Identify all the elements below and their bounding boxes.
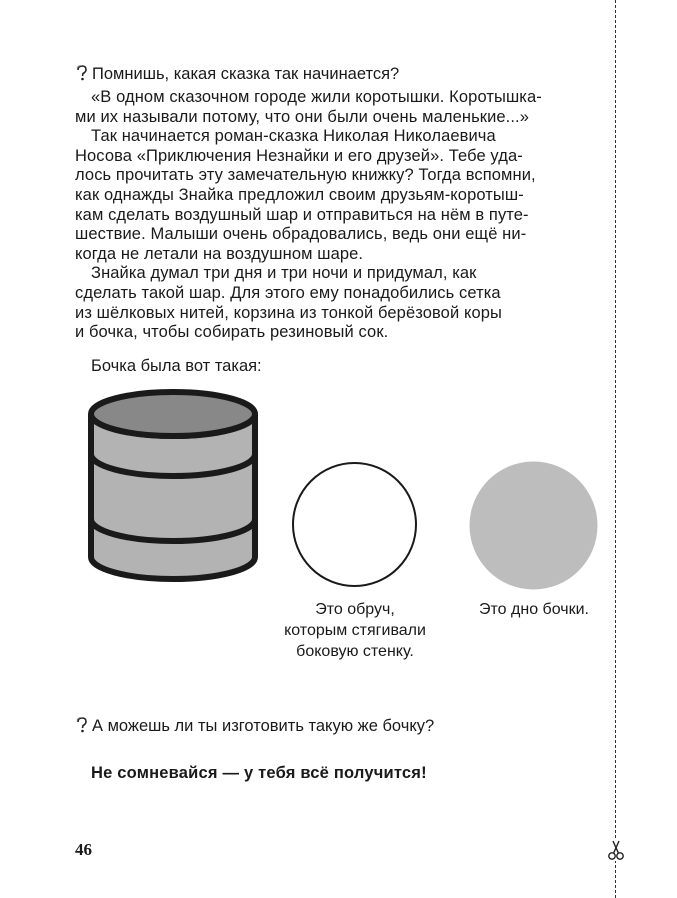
story-text [75,88,598,343]
barrel-bottom-illustration [469,461,598,590]
paragraph-2: Так начинается роман-сказка Николая Николаевича Носова «Приключения Незнайки и его друзей». Тебе уда- лось прочитать эту замечательную книжку? Тогда вспомни, как однажды Знайка предложил своим друзьям-коротыш- кам сделать воздушный шар и отправиться на нём в путе- шествие. Малыши очень обрадовались, ведь они ещё ни- когда не летали на воздушном шаре. [75,127,536,263]
question-icon [75,717,89,733]
barrel-intro: Бочка была вот такая: [91,357,262,375]
cut-line [615,0,616,898]
question-icon [75,65,89,81]
hoop-illustration [291,461,418,588]
encouragement: Не сомневайся — у тебя всё получится! [91,764,427,782]
question-2: А можешь ли ты изготовить такую же бочку? [75,716,434,736]
scissors-icon [606,839,626,861]
barrel-illustration [85,385,261,587]
page-number: 46 [75,840,92,859]
question-1: Помнишь, какая сказка так начинается? [75,64,399,84]
paragraph-3: Знайка думал три дня и три ночи и придумал, как сделать такой шар. Для этого ему понадобились сетка из шёлковых нитей, корзина из тонкой берёзовой коры и бочка, чтобы собирать резиновый сок. [75,264,502,342]
hoop-caption: Это обруч, которым стягивали боковую стенку. [284,601,426,660]
paragraph-1: «В одном сказочном городе жили коротышки. Коротышка- ми их называли потому, что они были очень маленькие...» [75,88,542,126]
bottom-caption: Это дно бочки. [479,601,589,618]
